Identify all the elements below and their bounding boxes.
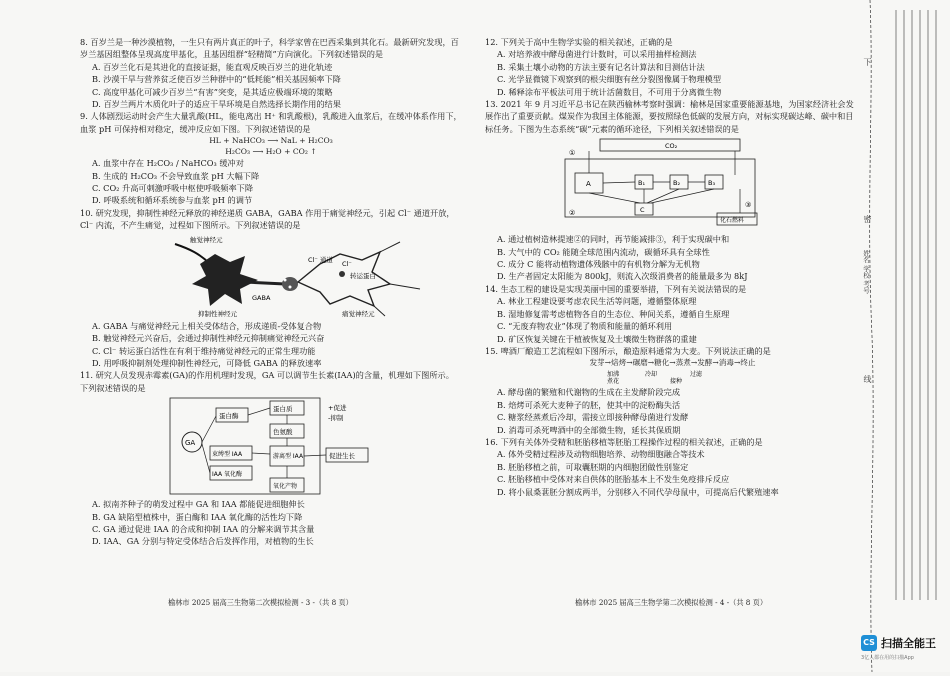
ga-iaa-figure <box>80 396 462 496</box>
label-b3: B₃ <box>708 179 716 188</box>
label-transporter: 转运蛋白 <box>350 271 376 280</box>
flow-label: 加沸 <box>607 371 620 379</box>
option-a: A. 血浆中存在 H₂CO₃ / NaHCO₃ 缓冲对 <box>92 158 244 169</box>
option-d: D. 呼吸系统和循环系统参与血浆 pH 的调节 <box>92 195 253 206</box>
label-bound-iaa: 束缚型 IAA <box>212 451 243 459</box>
label-iaa-oxidase: IAA 氧化酶 <box>212 471 243 479</box>
flow-label: 过滤 <box>690 371 703 379</box>
option-b: B. 采集土壤小动物的方法主要有记名计算法和目测估计法 <box>497 61 705 72</box>
label-c: C <box>640 206 645 215</box>
option-d: D. 百岁兰两片木质化叶子的适应干旱环境是自然选择长期作用的结果 <box>92 99 341 110</box>
option-a: A. GABA 与痛觉神经元上相关受体结合，形成递质-受体复合物 <box>92 320 322 331</box>
question-11 <box>80 369 462 547</box>
brewing-flow: 发芽→焙烤→碾磨→糖化→蒸煮→发酵→消毒→终止 <box>589 358 756 368</box>
question-10 <box>80 207 462 369</box>
option-c: C. 胚胎移植中受体对来自供体的胚胎基本上不发生免疫排斥反应 <box>497 474 730 485</box>
option-b: B. 胚胎移植之前，可取囊胚期的内细胞团做性别鉴定 <box>497 461 689 472</box>
legend-inhibit: -抑制 <box>328 414 344 423</box>
option-d: D. 稀释涂布平板法可用于统计活菌数目，不可用于分离微生物 <box>497 86 722 97</box>
marker-1: ① <box>569 149 576 158</box>
option-d: D. 将小鼠桑葚胚分割成两半，分别移入不同代孕母鼠中，可提高后代繁殖速率 <box>497 486 779 497</box>
marker-2: ② <box>569 209 576 218</box>
cs-logo-icon: CS <box>861 635 877 651</box>
label-cl-channel: Cl⁻ 通道 <box>308 255 333 264</box>
label-free-iaa: 游离型 IAA <box>273 453 304 461</box>
option-c: C. Cl⁻ 转运蛋白活性在有利于维持痛觉神经元的正常生理功能 <box>92 345 316 356</box>
label-growth: 促进生长 <box>329 452 355 461</box>
option-b: B. 生成的 H₂CO₃ 不会导致血浆 pH 大幅下降 <box>92 170 260 181</box>
option-d: D. 矿区恢复关键在于植被恢复及土壤微生物群落的重建 <box>497 333 697 344</box>
option-b: B. 触觉神经元兴奋后，会通过抑制性神经元抑制痛觉神经元兴奋 <box>92 333 325 344</box>
option-b: B. 焙烤可杀死大麦种子的胚，使其中的淀粉酶失活 <box>497 399 681 410</box>
option-a: A. 通过植树造林提速②的同时，再节能减排③，利于实现碳中和 <box>497 234 730 245</box>
page-footer-left: 榆林市 2025 届高三生物第二次模拟检测 - 3 -（共 8 页） <box>168 598 353 607</box>
question-13 <box>485 98 860 283</box>
equation: HL + NaHCO₃ ⟶ NaL + H₂CO₃ <box>209 136 333 146</box>
label-a: A <box>586 180 591 189</box>
label-ga: GA <box>185 439 196 448</box>
option-a: A. 林业工程建设要考虑农民生活等问题，遵循整体原理 <box>497 296 697 307</box>
label-b1: B₁ <box>638 179 646 188</box>
question-stem: 14. 生态工程的建设是实现美丽中国的重要举措，下列有关说法错误的是 <box>485 283 747 294</box>
question-stem: 15. 啤酒厂酿造工艺流程如下图所示，酿造原料通常为大麦。下列说法正确的是 <box>485 345 771 356</box>
flow-label: 煮花 <box>607 378 620 385</box>
flow-label: 冷却 <box>645 371 658 379</box>
label-cl-ion: Cl⁻ <box>342 259 352 268</box>
option-a: A. 酵母菌的繁殖和代谢物的生成在主发酵阶段完成 <box>497 387 681 398</box>
label-oxid-product: 氧化产物 <box>273 483 298 491</box>
right-column <box>485 36 860 498</box>
label-pain-neuron: 痛觉神经元 <box>342 309 375 318</box>
question-stem: 11. 研究人员发现赤霉素(GA)的作用机理时发现，GA 可以调节生长素(IAA)的含量，机理如下图所示。下列叙述错误的是 <box>80 370 454 393</box>
question-16 <box>485 436 860 498</box>
option-c: C. 糖浆经蒸煮后冷却，需接立即接种酵母菌进行发酵 <box>497 412 689 423</box>
label-protease: 蛋白酶 <box>219 412 239 421</box>
neuron-figure <box>80 234 462 318</box>
label-co2: CO₂ <box>665 142 678 151</box>
option-b: B. 大气中的 CO₂ 能随全球范围内流动，碳循环具有全球性 <box>497 246 710 257</box>
binding-fields: 姓名 学校 考号 <box>862 250 870 294</box>
option-b: B. 沙漠干旱与营养贫乏使百岁兰种群中的“低耗能”相关基因频率下降 <box>92 74 341 85</box>
question-stem: 12. 下列关于高中生物学实验的相关叙述，正确的是 <box>485 37 673 47</box>
label-touch-neuron: 触觉神经元 <box>190 235 223 244</box>
brewing-flow-labels <box>485 370 860 384</box>
flow-label: 接种 <box>670 378 683 385</box>
label-protein: 蛋白质 <box>273 405 293 414</box>
marker-3: ③ <box>745 201 752 210</box>
option-d: D. 生产者固定太阳能为 800kJ，则流入次级消费者的能量最多为 8kJ <box>497 271 748 282</box>
question-stem: 13. 2021 年 9 月习近平总书记在陕西榆林考察时强调：榆林是国家重要能源基地，为国家经济社会发展作出了重要贡献。煤炭作为我国主体能源，要按照绿色低碳的发展方向，对标实现碳达峰、碳中和目标任务。下图为生态系统“碳”元素的循环途径，下列相关叙述错误的是 <box>485 99 854 134</box>
option-c: C. 成分 C 能将动植物遗体残骸中的有机物分解为无机物 <box>497 259 700 270</box>
equation: H₂CO₃ ⟶ H₂O + CO₂ ↑ <box>225 147 317 157</box>
scanner-name: 扫描全能王 <box>881 637 936 650</box>
label-tryptophan: 色氨酸 <box>273 428 293 437</box>
option-d: D. IAA、GA 分别与特定受体结合后发挥作用，对植物的生长 <box>92 536 314 547</box>
option-c: C. 高度甲基化可减少百岁兰“有害”突变，是其适应极端环境的策略 <box>92 86 333 97</box>
option-a: A. 拟南芥种子的萌发过程中 GA 和 IAA 都能促进细胞伸长 <box>92 499 305 510</box>
binding-text: 线 <box>863 375 872 383</box>
question-8 <box>80 36 462 110</box>
scanner-watermark <box>861 632 947 666</box>
option-a: A. 百岁兰化石是其进化的直接证据，能直观反映百岁兰的进化轨迹 <box>92 61 333 72</box>
question-9 <box>80 110 462 206</box>
option-b: B. GA 缺陷型植株中，蛋白酶和 IAA 氧化酶的活性均下降 <box>92 511 303 522</box>
option-d: D. 用呼吸抑制剂处理抑制性神经元，可降低 GABA 的释放速率 <box>92 357 322 368</box>
option-c: C. GA 通过促进 IAA 的合成和抑制 IAA 的分解来调节其含量 <box>92 523 315 534</box>
question-14 <box>485 283 860 345</box>
label-inhibitory-neuron: 抑制性神经元 <box>198 309 237 318</box>
question-15 <box>485 345 860 436</box>
option-a: A. 对培养液中酵母菌进行计数时，可以采用抽样检测法 <box>497 49 697 60</box>
option-d: D. 消毒可杀死啤酒中的全部微生物，延长其保质期 <box>497 424 681 435</box>
scanner-subtitle: 3亿人都在用的扫描App <box>861 655 914 661</box>
option-a: A. 体外受精过程涉及动物细胞培养、动物细胞融合等技术 <box>497 449 705 460</box>
binding-text: 密 <box>863 215 872 223</box>
question-stem: 9. 人体剧烈运动时会产生大量乳酸(HL，能电离出 H⁺ 和乳酸根)，乳酸进入血浆后，在缓冲体系作用下，血浆 pH 可保持相对稳定，缓冲反应如下图。下列叙述错误的是 <box>80 111 462 134</box>
binding-margin <box>862 0 950 672</box>
label-fossil-fuel: 化石燃料 <box>720 217 745 225</box>
left-column <box>80 36 462 548</box>
label-gaba: GABA <box>252 293 271 302</box>
page-footer-right: 榆林市 2025 届高三生物学第二次模拟检测 - 4 -（共 8 页） <box>575 598 768 607</box>
question-12 <box>485 36 860 98</box>
question-stem: 16. 下列有关体外受精和胚胎移植等胚胎工程操作过程的相关叙述，正确的是 <box>485 436 763 447</box>
option-c: C. “无废弃物农业”体现了物质和能量的循环利用 <box>497 321 673 332</box>
option-b: B. 湿地修复需考虑植物各自的生态位、种间关系，遵循自生原理 <box>497 308 730 319</box>
carbon-cycle-figure <box>485 137 860 231</box>
question-stem: 10. 研究发现，抑制性神经元释放的神经递质 GABA，GABA 作用于痛觉神经元，引起 Cl⁻ 通道开放，Cl⁻ 内流，不产生痛觉，过程如下图所示。下列叙述错误的是 <box>80 207 455 231</box>
legend-promote: +促进 <box>328 404 347 413</box>
question-stem: 8. 百岁兰是一种沙漠植物，一生只有两片真正的叶子，科学家曾在巴西采集到其化石。最新研究发现，百岁兰基因组整体呈现高度甲基化，且基因组群“轻精简”方向演化。下列叙述错误的是 <box>80 37 459 60</box>
binding-text: 下 <box>863 58 872 66</box>
label-b2: B₂ <box>673 179 681 188</box>
option-c: C. CO₂ 升高可刺激呼吸中枢使呼吸频率下降 <box>92 183 254 194</box>
option-c: C. 光学显微镜下观察到的根尖细胞有丝分裂图像属于物理模型 <box>497 74 722 85</box>
